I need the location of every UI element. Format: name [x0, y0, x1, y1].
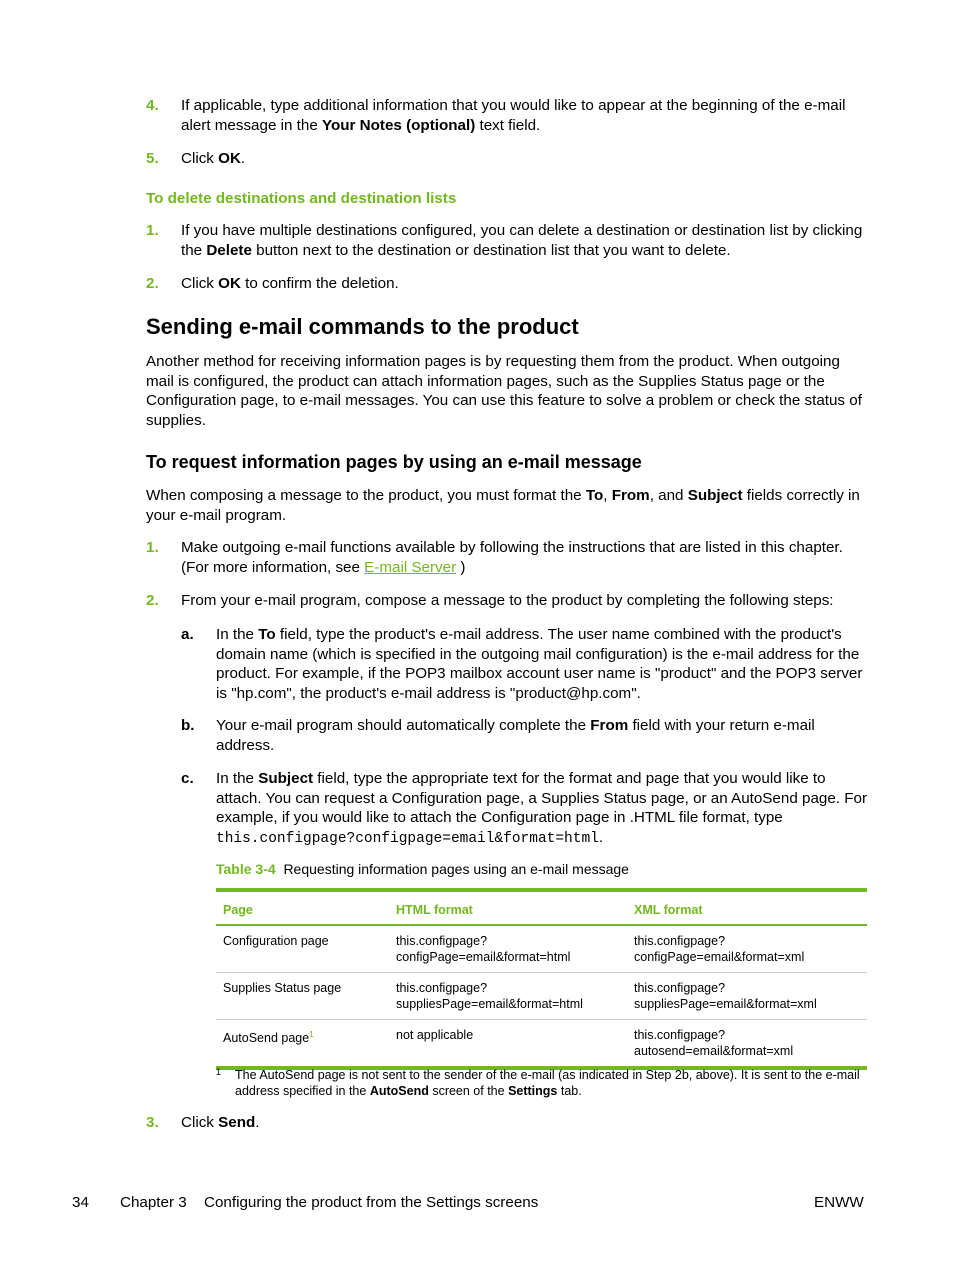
email-server-link[interactable]: E-mail Server [364, 558, 457, 576]
step-number: 3. [146, 1114, 159, 1131]
step-text-part: Click [181, 1114, 219, 1131]
intro-part: fields correctly in your e-mail program. [146, 487, 860, 524]
cell-line: this.configpage? [396, 981, 488, 995]
step-text-part: button next to the destination or destination list that you want to delete. [251, 241, 731, 259]
subsection-intro [146, 486, 871, 525]
field-to: To [585, 487, 604, 504]
table-row [216, 925, 867, 973]
field-from: From [611, 487, 650, 504]
table-header-cell: HTML format [389, 890, 627, 925]
cell-line: this.configpage? [634, 981, 726, 995]
cell-line: configPage=email&format=html [396, 950, 571, 964]
page-number: 34 [72, 1194, 89, 1211]
cell-line: this.configpage? [634, 934, 726, 948]
step-number: 1. [146, 539, 159, 556]
step-text [181, 96, 871, 135]
step-text [181, 274, 871, 294]
field-to: To [258, 626, 276, 643]
step-text [181, 221, 871, 260]
table-caption [216, 860, 629, 880]
intro-part: , [603, 487, 612, 504]
section-title: Sending e-mail commands to the product [146, 314, 579, 339]
ui-label-your-notes: Your Notes (optional) [321, 116, 476, 134]
field-subject: Subject [687, 487, 743, 504]
substep-text-part: field, type the appropriate text for the format and page that you would like to attach. You can request a Configuration page, a Supplies Status page, or an AutoSend page. For example, if you would like to attach the Configuration page in .HTML file format, type [216, 770, 867, 826]
step-text: From your e-mail program, compose a message to the product by completing the following steps: [181, 592, 834, 609]
substep-text-part: field with your return e-mail address. [216, 717, 815, 754]
table-row [216, 1020, 867, 1069]
step-number: 2. [146, 275, 159, 292]
step-number: 4. [146, 97, 159, 114]
intro-part: , and [649, 487, 688, 504]
cell-line: this.configpage? [634, 1028, 726, 1042]
field-from: From [590, 717, 629, 734]
table-cell [389, 925, 627, 973]
ui-label-delete: Delete [206, 241, 252, 259]
footnote-part: The AutoSend page is not sent to the sender of the e-mail (as indicated in Step 2b, above). It is sent to the e-mail address specified in the [235, 1068, 860, 1098]
table-row [216, 973, 867, 1020]
footer-brand: ENWW [814, 1194, 864, 1211]
step-text-part: Click [181, 275, 219, 292]
table-cell [627, 973, 867, 1020]
table-caption-text: Requesting information pages using an e-mail message [283, 861, 629, 877]
footnote-part: tab. [557, 1084, 582, 1098]
step-text-part: to confirm the deletion. [240, 275, 399, 292]
table-cell [627, 925, 867, 973]
substep-letter: c. [181, 770, 194, 787]
step-text-part: If you have multiple destinations configured, you can delete a destination or destination list by clicking the [181, 222, 863, 259]
procedure-heading: To delete destinations and destination lists [146, 190, 457, 207]
info-pages-table [216, 888, 867, 1070]
substep-text-part: . [598, 828, 604, 846]
step-number: 5. [146, 150, 159, 167]
table-cell [627, 1020, 867, 1069]
chapter-label: Chapter 3 [120, 1194, 187, 1211]
ui-label-ok: OK [218, 150, 241, 167]
field-subject: Subject [258, 770, 314, 787]
substep-text-part: In the [216, 626, 259, 643]
step-text-part: . [240, 150, 246, 167]
step-text-part: ) [456, 558, 466, 576]
subsection-title: To request information pages by using an e-mail message [146, 452, 642, 472]
substep-letter: b. [181, 717, 195, 734]
footnote-text [235, 1067, 871, 1099]
cell-line: this.configpage? [396, 934, 488, 948]
chapter-title: Configuring the product from the Settings screens [204, 1194, 539, 1211]
ui-label-send: Send [218, 1114, 256, 1131]
step-text-part: Make outgoing e-mail functions available by following the instructions that are listed in this chapter. (For more information, see [181, 539, 843, 576]
footnote-bold: Settings [508, 1084, 558, 1098]
table-cell: Configuration page [223, 934, 329, 948]
step-text [181, 149, 871, 169]
substep-text-part: field, type the product's e-mail address. The user name combined with the product's domain name (which is specified in the outgoing mail configuration) is the e-mail address for the product. For example, if the POP3 mailbox account user name is "product" and the POP3 server is "hp.com", the product's e-mail address is "product@hp.com". [216, 626, 863, 702]
section-intro: Another method for receiving information pages is by requesting them from the product. When outgoing mail is configured, the product can attach information pages, such as the Supplies Status page or the Configuration page, to e-mail messages. You can use this feature to solve a problem or check the status of supplies. [146, 353, 862, 429]
table-header-cell: XML format [627, 890, 867, 925]
step-number: 1. [146, 222, 159, 239]
cell-line: suppliesPage=email&format=html [396, 997, 583, 1011]
footnote-bold: AutoSend [369, 1084, 429, 1098]
footnote-part: screen of the [428, 1084, 509, 1098]
substep-text [216, 625, 871, 703]
substep-text [216, 769, 871, 849]
table-cell [216, 1020, 389, 1069]
substep-text [216, 716, 871, 755]
step-text-part: If applicable, type additional information that you would like to appear at the beginning of the e-mail alert message in the [181, 97, 846, 134]
intro-part: When composing a message to the product, you must format the [146, 487, 586, 504]
footnote-mark: 1 [216, 1067, 222, 1077]
table-header-cell: Page [216, 890, 389, 925]
step-text-part: text field. [475, 116, 541, 134]
table-cell: not applicable [389, 1020, 627, 1069]
cell-line: suppliesPage=email&format=xml [634, 997, 817, 1011]
code-sample: this.configpage?configpage=email&format=html [216, 830, 599, 847]
table-header-row [216, 890, 867, 925]
footnote-ref: 1 [309, 1030, 314, 1039]
step-text [181, 538, 871, 577]
cell-line: configPage=email&format=xml [634, 950, 805, 964]
step-text-part: Click [181, 150, 219, 167]
step-number: 2. [146, 592, 159, 609]
table-cell: Supplies Status page [216, 973, 389, 1020]
substep-text-part: In the [216, 770, 259, 787]
cell-line: AutoSend page [223, 1031, 310, 1046]
step-text [181, 1113, 871, 1133]
ui-label-ok: OK [218, 275, 241, 292]
substep-text-part: Your e-mail program should automatically complete the [216, 717, 591, 734]
table-cell [389, 973, 627, 1020]
step-text-part: . [255, 1114, 260, 1131]
table-caption-label: Table 3-4 [216, 861, 276, 877]
cell-line: autosend=email&format=xml [634, 1044, 794, 1058]
substep-letter: a. [181, 626, 194, 643]
